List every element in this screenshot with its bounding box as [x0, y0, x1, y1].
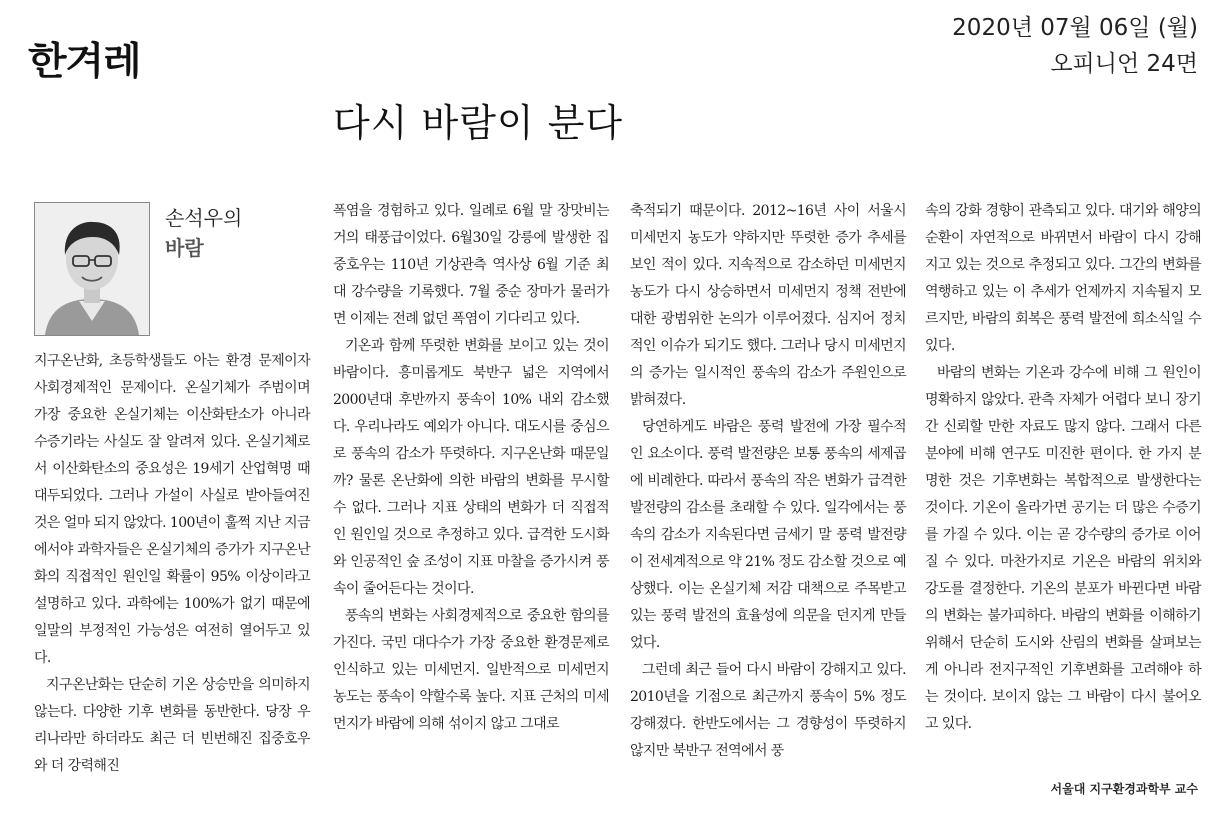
paragraph: 폭염을 경험하고 있다. 일례로 6월 말 장맛비는 거의 태풍급이었다. 6월30일 강릉에 발생한 집중호우는 110년 기상관측 역사상 6월 기준 최대 강수량을 기록했다. 7월 중순 장마가 물러가면 이제는 전례 없던 폭염이 기다리고 있다.: [333, 203, 609, 327]
author-photo: [34, 202, 150, 336]
article-column-2: [333, 198, 609, 738]
paragraph: 바람의 변화는 기온과 강수에 비해 그 원인이 명확하지 않았다. 관측 자체가 어렵다 보니 장기간 신뢰할 만한 자료도 많지 않다. 그래서 다른 분야에 비해 연구도 미진한 편이다. 한 가지 분명한 것은 기후변화는 복합적으로 발생한다는 것이다. 기온이 올라가면 공기는 더 많은 수증기를 가질 수 있다. 이는 곧 강수량의 증가로 이어질 수 있다. 마찬가지로 기온은 바람의 위치와 강도를 결정한다. 기온의 분포가 바뀐다면 바람의 변화는 불가피하다. 바람의 변화를 이해하기 위해서 단순히 도시와 산림의 변화를 살펴보는 게 아니라 전지구적인 기후변화를 고려해야 하는 것이다. 보이지 않는 그 바람이 다시 불어오고 있다.: [925, 365, 1201, 732]
paragraph: 풍속의 변화는 사회경제적으로 중요한 함의를 가진다. 국민 대다수가 가장 중요한 환경문제로 인식하고 있는 미세먼지. 일반적으로 미세먼지 농도는 풍속이 약할수록 높다. 지표 근처의 미세먼지가 바람에 의해 섞이지 않고 그대로: [333, 608, 609, 732]
paragraph: 지구온난화는 단순히 기온 상승만을 의미하지 않는다. 다양한 기후 변화를 동반한다. 당장 우리나라만 하더라도 최근 더 빈번해진 집중호우와 더 강력해진: [34, 677, 310, 774]
paragraph: 그런데 최근 들어 다시 바람이 강해지고 있다. 2010년을 기점으로 최근까지 풍속이 5% 정도 강해졌다. 한반도에서는 그 경향성이 뚜렷하지 않지만 북반구 전역에서 풍: [630, 662, 906, 759]
column-author: 손석우의: [165, 206, 243, 230]
publish-date: 2020년 07월 06일 (월): [952, 15, 1198, 41]
article-column-1: [34, 348, 310, 780]
page-section: 오피니언 24면: [1050, 51, 1198, 77]
article-column-3: [630, 198, 906, 765]
author-byline: 서울대 지구환경과학부 교수: [1050, 782, 1198, 796]
headline: 다시 바람이 분다: [333, 101, 624, 145]
dateline: [952, 10, 1198, 82]
paragraph: 당연하게도 바람은 풍력 발전에 가장 필수적인 요소이다. 풍력 발전량은 보통 풍속의 세제곱에 비례한다. 따라서 풍속의 작은 변화가 급격한 발전량의 감소를 초래할 수 있다. 일각에서는 풍속의 감소가 지속된다면 금세기 말 풍력 발전량이 전세계적으로 약 21% 정도 감소할 것으로 예상했다. 이는 온실기체 저감 대책으로 주목받고 있는 풍력 발전의 효율성에 의문을 던지게 만들었다.: [630, 419, 906, 651]
paragraph: 속의 강화 경향이 관측되고 있다. 대기와 해양의 순환이 자연적으로 바뀌면서 바람이 다시 강해지고 있는 것으로 추정되고 있다. 그간의 변화를 역행하고 있는 이 추세가 언제까지 지속될지 모르지만, 바람의 회복은 풍력 발전에 희소식일 수 있다.: [925, 203, 1201, 354]
paragraph: 기온과 함께 뚜렷한 변화를 보이고 있는 것이 바람이다. 흥미롭게도 북반구 넓은 지역에서 2000년대 후반까지 풍속이 10% 내외 감소했다. 우리나라도 예외가 아니다. 대도시를 중심으로 풍속의 감소가 뚜렷하다. 지구온난화 때문일까? 물론 온난화에 의한 바람의 변화를 무시할 수 없다. 그러나 지표 상태의 변화가 더 직접적인 원인일 것으로 추정하고 있다. 급격한 도시화와 인공적인 숲 조성이 지표 마찰을 증가시켜 풍속이 줄어든다는 것이다.: [333, 338, 609, 597]
column-series: 바람: [165, 236, 204, 260]
newspaper-logo: 한겨레: [28, 39, 141, 83]
article-column-4: [925, 198, 1201, 738]
paragraph: 축적되기 때문이다. 2012~16년 사이 서울시 미세먼지 농도가 약하지만 뚜렷한 증가 추세를 보인 적이 있다. 지속적으로 감소하던 미세먼지 농도가 다시 상승하면서 미세먼지 정책 전반에 대한 광범위한 논의가 이루어졌다. 심지어 정치적인 이슈가 되기도 했다. 그러나 당시 미세먼지의 증가는 일시적인 풍속의 감소가 주원인으로 밝혀졌다.: [630, 203, 906, 408]
author-portrait-icon: [35, 203, 149, 335]
paragraph: 지구온난화, 초등학생들도 아는 환경 문제이자 사회경제적인 문제이다. 온실기체가 주범이며 가장 중요한 온실기체는 이산화탄소가 아니라 수증기라는 사실도 잘 알려져 있다. 온실기체로서 이산화탄소의 중요성은 19세기 산업혁명 때 대두되었다. 그러나 가설이 사실로 받아들여진 것은 얼마 되지 않았다. 100년이 훌쩍 지난 지금에서야 과학자들은 온실기체의 증가가 지구온난화의 직접적인 원인일 확률이 95% 이상이라고 설명하고 있다. 과학에는 100%가 없기 때문에 일말의 부정적인 가능성은 여전히 열어두고 있다.: [34, 353, 310, 666]
column-title: [165, 203, 242, 263]
